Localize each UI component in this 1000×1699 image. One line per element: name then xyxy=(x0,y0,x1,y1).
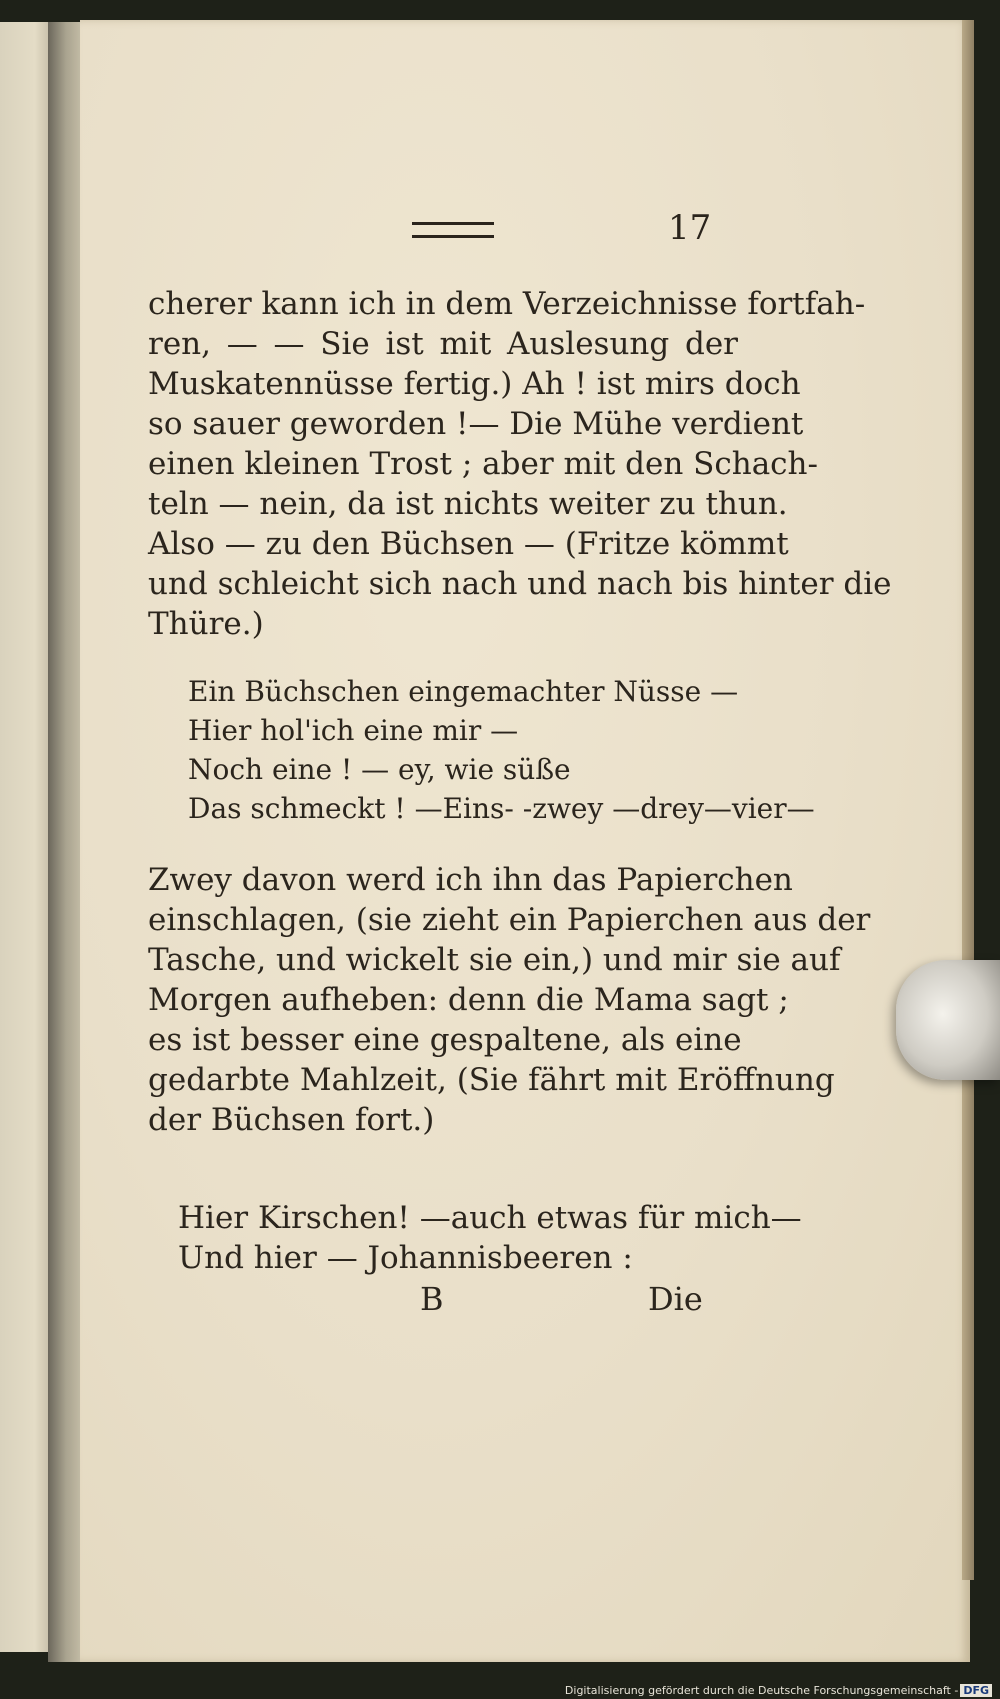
text-line: Tasche, und wickelt sie ein,) und mir sie auf xyxy=(148,942,841,978)
credit-text: Digitalisierung gefördert durch die Deutsche Forschungsgemeinschaft - xyxy=(564,1684,959,1697)
text-line: Zwey davon werd ich ihn das Papierchen xyxy=(148,862,793,898)
text-line: ren, — — Sie ist mit Auslesung der xyxy=(148,326,738,362)
text-line: einen kleinen Trost ; aber mit den Schach- xyxy=(148,446,818,482)
verse-line: Ein Büchschen eingemachter Nüsse — xyxy=(188,675,739,708)
header-rule xyxy=(412,222,494,238)
text-line: und schleicht sich nach und nach bis hinter die xyxy=(148,566,892,602)
text-line: teln — nein, da ist nichts weiter zu thun. xyxy=(148,486,788,522)
text-line: Thüre.) xyxy=(148,606,264,642)
page-edge xyxy=(962,20,974,1580)
dfg-logo: DFG xyxy=(960,1684,992,1697)
text-line: gedarbte Mahlzeit, (Sie fährt mit Eröffnung xyxy=(148,1062,835,1098)
text-line: so sauer geworden !— Die Mühe verdient xyxy=(148,406,804,442)
paragraph-2 xyxy=(148,860,871,1140)
text-line: einschlagen, (sie zieht ein Papierchen aus der xyxy=(148,902,871,938)
digitization-credit xyxy=(565,1684,992,1697)
page-number: 17 xyxy=(668,208,712,248)
text-line: cherer kann ich in dem Verzeichnisse fortfah- xyxy=(148,286,866,322)
verse-line: Hier Kirschen! —auch etwas für mich— xyxy=(178,1200,802,1236)
text-line: Also — zu den Büchsen — (Fritze kömmt xyxy=(148,526,789,562)
verse-1 xyxy=(188,672,815,828)
paragraph-1 xyxy=(148,284,892,644)
verse-2 xyxy=(178,1198,802,1278)
text-line: Morgen aufheben: denn die Mama sagt ; xyxy=(148,982,789,1018)
book-page xyxy=(80,20,970,1662)
page-clip xyxy=(896,960,1000,1080)
verse-line: Das schmeckt ! —Eins- -zwey —drey—vier— xyxy=(188,792,815,825)
text-line: es ist besser eine gespaltene, als eine xyxy=(148,1022,742,1058)
text-line: Muskatennüsse fertig.) Ah ! ist mirs doch xyxy=(148,366,801,402)
signature-mark: B xyxy=(420,1280,444,1318)
verse-line: Hier hol'ich eine mir — xyxy=(188,714,519,747)
catchword: Die xyxy=(648,1280,703,1318)
verse-line: Und hier — Johannisbeeren : xyxy=(178,1240,633,1276)
text-line: der Büchsen fort.) xyxy=(148,1102,435,1138)
verse-line: Noch eine ! — ey, wie süße xyxy=(188,753,571,786)
